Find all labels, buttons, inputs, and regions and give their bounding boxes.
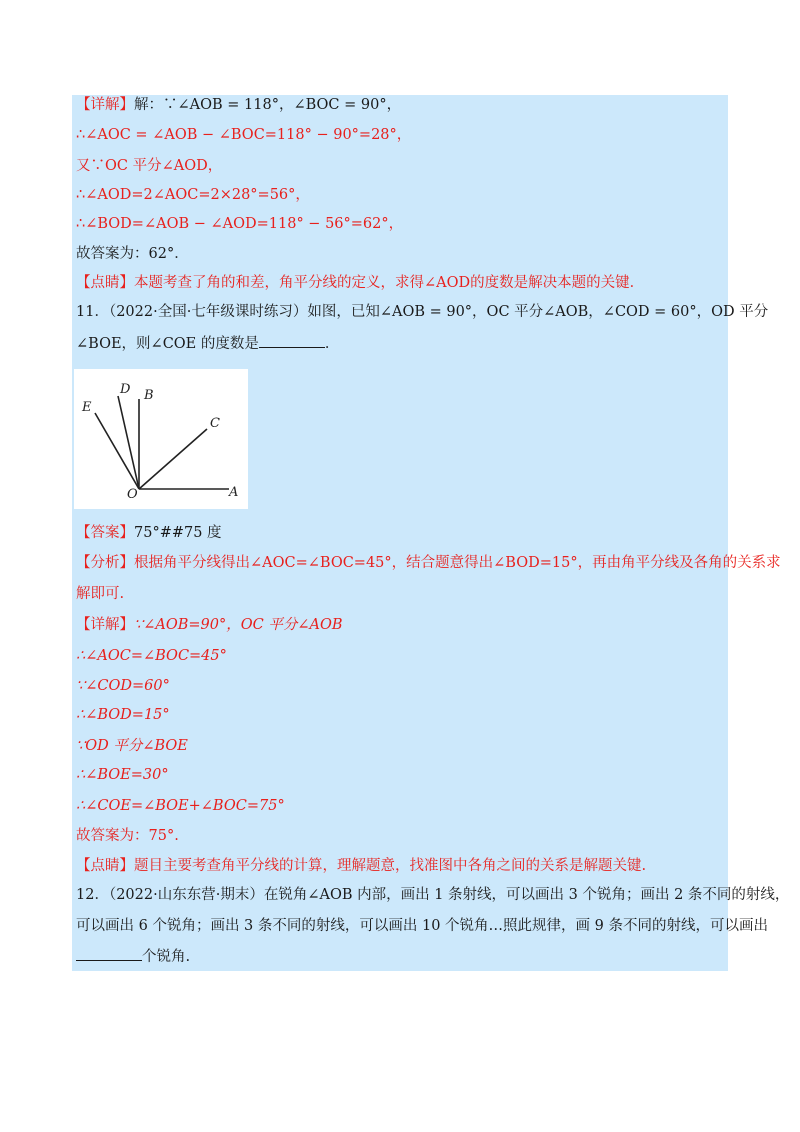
note1-text: 本题考查了角的和差，角平分线的定义，求得∠AOD的度数是解决本题的关键． — [134, 275, 645, 291]
detail1-line4: ∴∠AOD=2∠AOC=2×28°=56°， — [76, 187, 310, 203]
q12-line3-post: 个锐角. — [142, 949, 191, 965]
label-B: B — [144, 388, 154, 403]
answer-tag: 【答案】 — [76, 525, 134, 541]
q11-answer-blank — [259, 333, 325, 348]
note2-text: 题目主要考查角平分线的计算，理解题意，找准图中各角之间的关系是解题关键. — [134, 858, 647, 874]
detail2-line7: ∴∠COE=∠BOE+∠BOC=75° — [76, 798, 285, 814]
label-C: C — [210, 416, 220, 431]
analysis-line2: 解即可. — [76, 586, 125, 602]
label-O: O — [127, 487, 138, 502]
detail1-line2: ∴∠AOC = ∠AOB − ∠BOC=118° − 90°=28°， — [76, 127, 412, 143]
q12-line1: 12．（2022·山东东营·期末）在锐角∠AOB 内部，画出 1 条射线，可以画出 3 个锐角；画出 2 条不同的射线， — [76, 887, 790, 903]
answer-line — [76, 523, 222, 543]
ray-OE — [95, 413, 139, 489]
note2-tag: 【点睛】 — [76, 858, 134, 874]
q11-line2-pre: ∠BOE，则∠COE 的度数是 — [76, 336, 259, 352]
detail2-line2: ∴∠AOC=∠BOC=45° — [76, 648, 227, 664]
q12-answer-blank — [76, 946, 142, 961]
angle-diagram — [74, 369, 248, 509]
detail2-text1: ∵∠AOB=90°，OC 平分∠AOB — [134, 617, 343, 633]
detail1-tag: 【详解】 — [76, 97, 134, 113]
note2-line — [76, 856, 646, 876]
detail2-line6: ∴∠BOE=30° — [76, 767, 169, 783]
angle-figure — [74, 369, 248, 509]
analysis-line1 — [76, 553, 781, 573]
detail2-line5: ∵OD 平分∠BOE — [76, 738, 188, 754]
detail2-tag: 【详解】 — [76, 617, 134, 633]
q11-line1: 11．（2022·全国·七年级课时练习）如图，已知∠AOB = 90°，OC 平分∠AOB，∠COD = 60°，OD 平分 — [76, 304, 769, 320]
detail1-line5: ∴∠BOD=∠AOB − ∠AOD=118° − 56°=62°， — [76, 216, 404, 232]
label-E: E — [82, 400, 92, 415]
detail2-line8: 故答案为：75°. — [76, 828, 179, 844]
label-D: D — [120, 382, 131, 397]
label-A: A — [229, 485, 239, 500]
detail1-line3: 又∵OC 平分∠AOD， — [76, 158, 223, 174]
detail2-line4: ∴∠BOD=15° — [76, 707, 170, 723]
analysis-text1: 根据角平分线得出∠AOC=∠BOC=45°，结合题意得出∠BOD=15°，再由角平分线及各角的关系求 — [134, 555, 781, 571]
ray-OC — [139, 429, 207, 489]
detail1-line6: 故答案为：62°． — [76, 246, 189, 262]
analysis-tag: 【分析】 — [76, 555, 134, 571]
answer-text: 75°##75 度 — [134, 525, 222, 541]
ray-OD — [118, 396, 139, 489]
detail2-line3: ∵∠COD=60° — [76, 678, 170, 694]
q11-line2-post: ． — [324, 336, 340, 352]
detail1-line1 — [76, 95, 401, 115]
q11-line2 — [76, 333, 339, 354]
note1-tag: 【点睛】 — [76, 275, 134, 291]
q12-line2: 可以画出 6 个锐角；画出 3 条不同的射线，可以画出 10 个锐角…照此规律，画 9 条不同的射线，可以画出 — [76, 918, 768, 934]
detail2-line1 — [76, 615, 343, 635]
q12-line3 — [76, 946, 190, 967]
detail1-text: 解：∵∠AOB = 118°，∠BOC = 90°， — [134, 97, 402, 113]
note1-line — [76, 273, 644, 293]
